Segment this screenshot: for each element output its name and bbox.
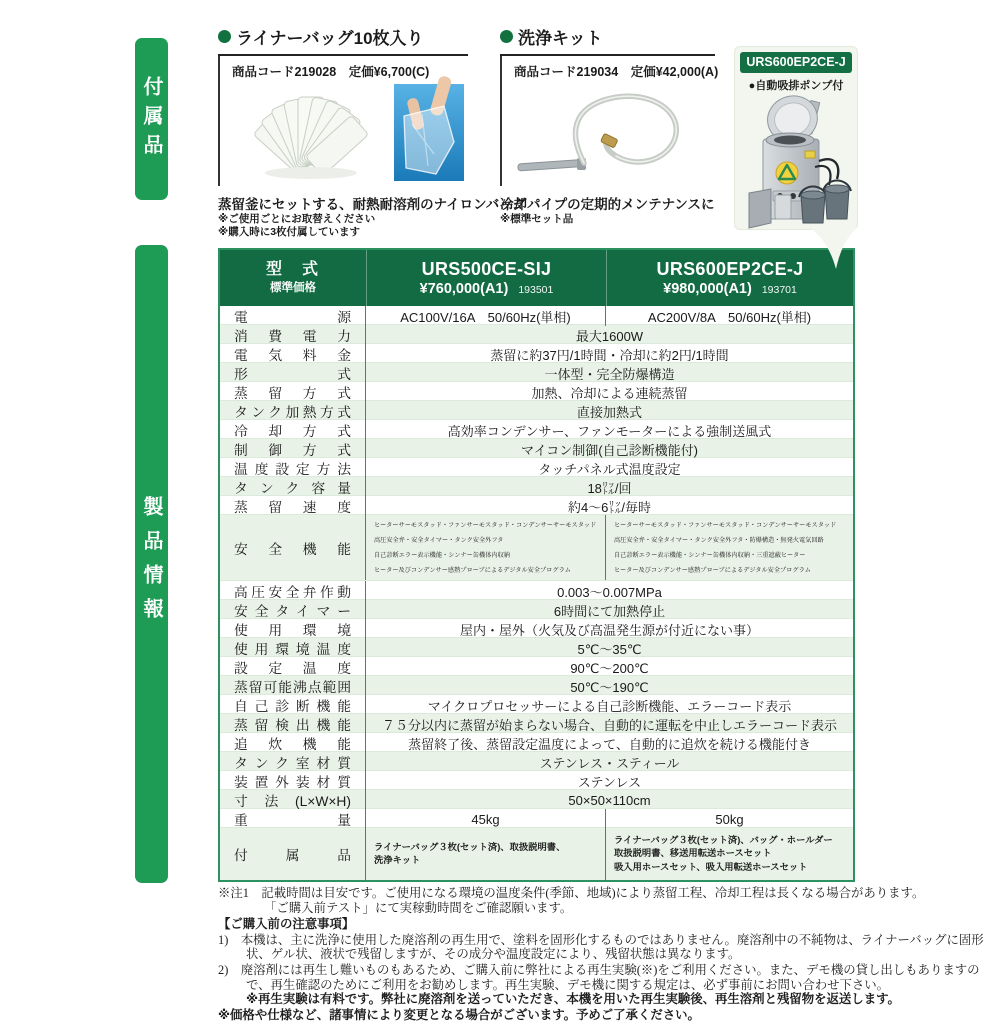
product-photo-card [734,46,858,230]
cleaning-kit-note: ※標準セット品 [500,213,574,225]
liner-bag-code: 商品コード219028 定価¥6,700(C) [232,65,430,79]
spec-value-cell: ヒーターサーモスタッド・ファンサーモスタッド・コンデンサーサーモスタッド 高圧安全弁・安全タイマー・タンク安全外フタ 自己診断エラー表示機能・シンナー缶機体内収納 ヒーター及びコンデンサー感熱プローブによるデジタル安全プログラム [366,515,606,580]
spec-label-cell: 寸法(L×W×H) [220,790,366,810]
spec-value-cell: 45kg [366,809,606,829]
spec-value-cell: 蒸留終了後、蒸留設定温度によって、自動的に追炊を続ける機能付き [408,736,811,752]
spec-row [220,714,853,733]
tab-product-info-label: 製品情報 [140,496,162,632]
spec-table [218,248,855,882]
spec-row [220,325,853,344]
header-type-cell [220,250,366,306]
liner-bag-caption: 蒸留釜にセットする、耐熱耐溶剤のナイロンバッグ [218,197,527,212]
spec-value-cell: 5℃～35℃ [577,641,642,657]
cleaning-kit-caption: 冷却パイプの定期的メンテナンスに [500,197,715,212]
spec-value-cell: 50kg [715,811,744,827]
spec-value-cell: 加熱、冷却による連続蒸留 [531,385,688,401]
model-2-code: 193701 [761,283,797,296]
spec-value-cell: ライナーバッグ３枚(セット済)、取扱説明書、 洗浄キット [366,828,606,880]
spec-row [220,790,853,809]
spec-label-cell: 電気料金 [220,344,366,364]
precaution-heading: 【ご購入前の注意事項】 [218,917,355,932]
spec-value-cell: マイクロプロセッサーによる自己診断機能、エラーコード表示 [427,698,792,714]
spec-row [220,496,853,515]
spec-value-cell: 90℃～200℃ [570,660,649,676]
spec-label-cell: 蒸留可能沸点範囲 [220,676,366,696]
spec-value-cell: 最大1600W [575,328,644,344]
cleaning-kit-body [500,56,719,186]
liner-bag-note-2: ※購入時に3枚付属しています [218,225,361,238]
precaution-item-1: 1) 本機は、主に洗浄に使用した廃溶剤の再生用で、塗料を固形化するものではありません。廃溶剤中の不純物は、ライナーバッグに固形状、ゲル状、液状で残留しますが、その成分や温度設定により、残留状態は異なります。 [218,932,984,962]
cleaning-kit-title-row [500,24,715,56]
tab-accessories [135,38,168,200]
spec-label-cell: 安全タイマー [220,600,366,620]
machine-photo [735,93,857,231]
spec-label-cell: 装置外装材質 [220,771,366,791]
spec-row [220,619,853,638]
green-bullet-icon [218,30,231,43]
spec-label-cell: 温度設定方法 [220,458,366,478]
spec-row [220,638,853,657]
spec-row [220,363,853,382]
footnotes [218,886,996,1022]
cleaning-kit-section [500,24,719,226]
spec-value-cell: 屋内・屋外（火気及び高温発生源が付近にない事） [459,622,759,638]
spec-label-cell: 蒸留方式 [220,382,366,402]
spec-value-cell: 18㍑/回 [587,480,632,496]
model-1-code: 193501 [518,283,554,296]
spec-label-cell: 使用環境温度 [220,638,366,658]
spec-row [220,771,853,790]
tab-accessories-label: 付属品 [140,75,162,163]
spec-value-cell: 直接加熱式 [576,404,642,420]
spec-label-cell: 形式 [220,363,366,383]
header-type-label: 型 式 [265,261,320,279]
liner-bags-photo [232,85,390,181]
hose-photo [514,84,709,182]
product-feature-label: ●自動吸排ポンプ付 [748,80,844,92]
model-2-name: URS600EP2CE-J [656,258,804,279]
spec-value-cell: 一体型・完全防爆構造 [544,366,675,382]
spec-row [220,458,853,477]
spec-value-cell: マイコン制御(自己診断機能付) [521,442,698,458]
spec-value-cell: ヒーターサーモスタッド・ファンサーモスタッド・コンデンサーサーモスタッド 高圧安全弁・安全タイマー・タンク安全外フタ・防爆構造・無発火電気回路 自己診断エラー表示機能・シンナー缶機体内収納・三重遮蔽ヒーター ヒーター及びコンデンサー感熱プローブによるデジタル安全プログラム [614,521,837,574]
spec-label-cell: 追炊機能 [220,733,366,753]
model-1-price: ¥760,000(A1) [419,280,509,297]
header-price-label: 標準価格 [270,281,316,294]
spec-value-cell: ７５分以内に蒸留が始まらない場合、自動的に運転を中止しエラーコード表示 [381,717,837,733]
spec-row [220,382,853,401]
liner-bag-title: ライナーバッグ10枚入り [236,29,424,48]
spec-value-cell: 蒸留に約37円/1時間・冷却に約2円/1時間 [490,347,729,363]
spec-label-cell: 自己診断機能 [220,695,366,715]
spec-label-cell: 冷却方式 [220,420,366,440]
footnote-1-line-2: 「ご購入前テスト」にて実稼動時間をご確認願います。 [264,900,573,915]
spec-row [220,600,853,619]
spec-label-cell: 重量 [220,809,366,829]
spec-row [220,581,853,600]
spec-row [220,477,853,496]
spec-label-cell: 蒸留検出機能 [220,714,366,734]
liner-bag-title-row [218,24,468,56]
spec-label-cell: タンク加熱方式 [220,401,366,421]
speech-tail [796,224,862,270]
spec-label-cell: 付属品 [220,828,366,880]
price-change-note: ※価格や仕様など、諸事情により変更となる場合がございます。予めご了承ください。 [218,1007,700,1022]
spec-value-cell: AC200V/8A 50/60Hz(単相) [647,309,812,325]
spec-label-cell: 蒸留速度 [220,496,366,516]
spec-table-header [220,250,853,306]
blue-bag-photo [394,84,464,181]
spec-table-body [220,306,853,880]
spec-value-cell: ライナーバッグ３枚(セット済)、バッグ・ホールダー 取扱説明書、移送用転送ホースセット 吸入用ホースセット、吸入用転送ホースセット [614,834,833,872]
footnote-1-line-1: ※注1 記載時間は目安です。ご使用になる環境の温度条件(季節、地域)により蒸留工程、冷却工程は長くなる場合があります。 [218,886,925,900]
header-model-1-cell [366,250,606,306]
spec-row [220,752,853,771]
spec-row [220,344,853,363]
model-1-name: URS500CE-SIJ [421,258,552,279]
spec-value-cell: 50×50×110cm [568,792,651,808]
spec-label-cell: 電源 [220,306,366,326]
spec-label-cell: 安全機能 [220,515,366,580]
precaution-item-2: 2) 廃溶剤には再生し難いものもあるため、ご購入前に弊社による再生実験(※)をご利用ください。また、デモ機の貸し出しもありますので、再生確認のためにご利用をお勧めします。再生実験、デモ機に関する規定は、必ず事前にお問い合わせ下さい。 [218,962,980,992]
spec-value-cell: 0.003～0.007MPa [557,584,662,600]
spec-value-cell: 高効率コンデンサー、ファンモーターによる強制送風式 [447,423,772,439]
spec-label-cell: 使用環境 [220,619,366,639]
spec-row [220,695,853,714]
spec-value-cell: 約4～6㍑/毎時 [567,499,652,515]
spec-row [220,306,853,325]
spec-label-cell: タンク室材質 [220,752,366,772]
spec-value-cell: 6時間にて加熱停止 [553,603,666,619]
spec-row [220,515,853,581]
spec-row [220,733,853,752]
cleaning-kit-title: 洗浄キット [518,29,603,48]
spec-value-cell: タッチパネル式温度設定 [538,461,681,477]
spec-value-cell: 50℃～190℃ [570,679,649,695]
spec-value-cell: ステンレス・スティール [539,755,680,771]
spec-row [220,439,853,458]
precaution-item-2-sub: ※再生実験は有料です。弊社に廃溶剤を送っていただき、本機を用いた再生実験後、再生溶剤と残留物を返送します。 [246,992,900,1007]
model-2-price: ¥980,000(A1) [663,280,752,297]
liner-bag-section [218,24,527,239]
green-bullet-icon [500,30,513,43]
spec-row [220,676,853,695]
liner-bag-note-1: ※ご使用ごとにお取替えください [218,213,376,225]
spec-label-cell: 高圧安全弁作動 [220,581,366,601]
spec-row [220,420,853,439]
spec-row [220,657,853,676]
spec-row [220,401,853,420]
spec-label-cell: 消費電力 [220,325,366,345]
product-model-badge: URS600EP2CE-J [740,52,852,73]
spec-row [220,828,853,880]
spec-value-cell: ステンレス [577,774,642,790]
spec-value-cell: AC100V/16A 50/60Hz(単相) [366,306,606,326]
tab-product-info [135,245,168,883]
cleaning-kit-code: 商品コード219034 定価¥42,000(A) [514,65,719,79]
spec-label-cell: 制御方式 [220,439,366,459]
spec-row [220,809,853,828]
spec-label-cell: 設定温度 [220,657,366,677]
spec-label-cell: タンク容量 [220,477,366,497]
liner-bag-body [218,56,468,186]
